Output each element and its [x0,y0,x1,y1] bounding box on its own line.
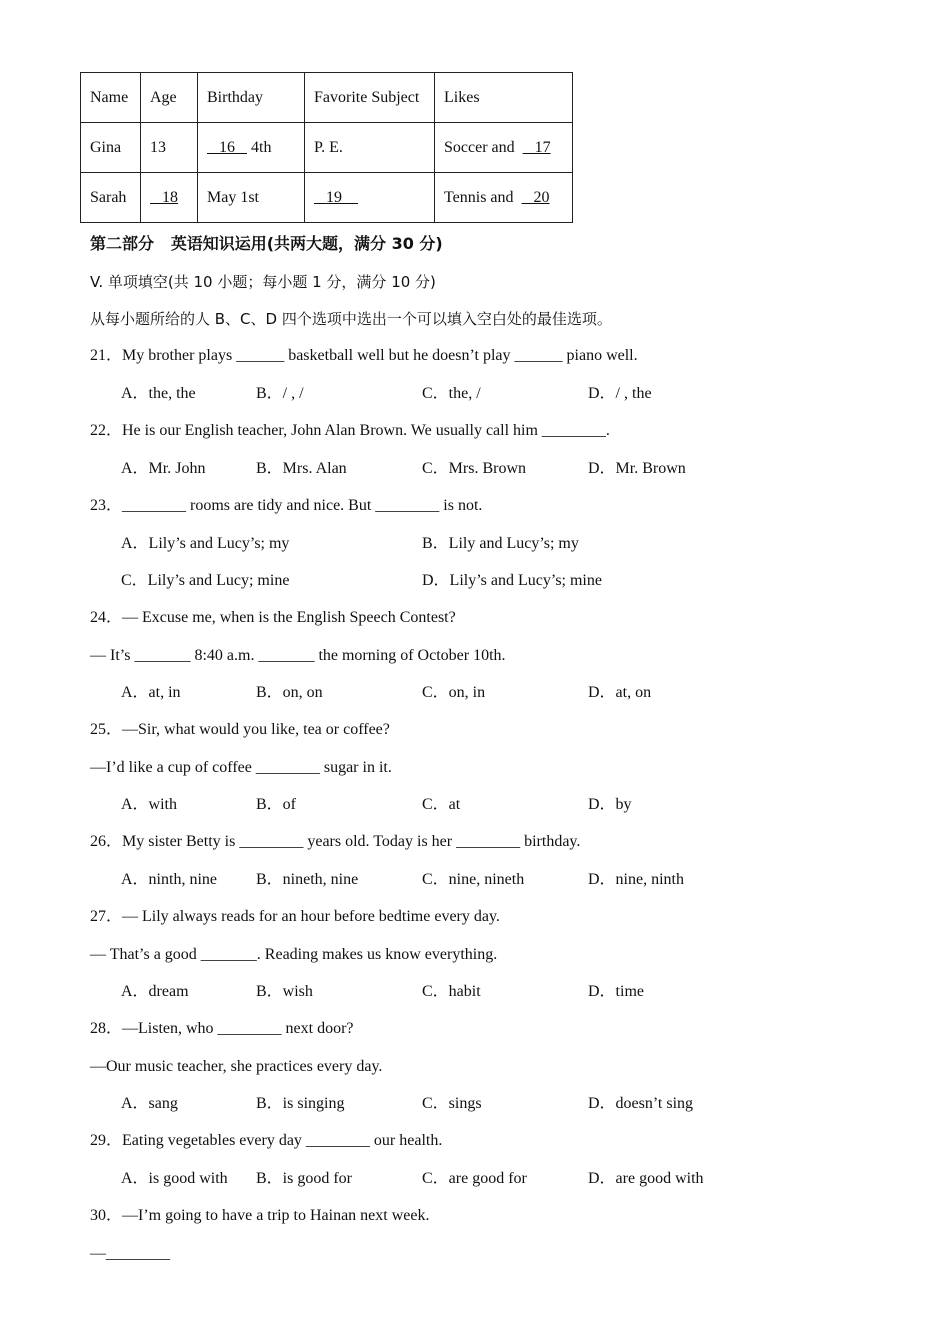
question-28-reply: —Our music teacher, she practices every day. [90,1058,383,1075]
header-name: Name [81,73,141,123]
question-27: 27．— Lily always reads for an hour before bedtime every day. [90,908,500,925]
option-25-a: A．with [121,796,178,813]
instruction-text: 从每小题所给的人 B、C、D 四个选项中选出一个可以填入空白处的最佳选项。 [90,310,612,328]
option-29-d: D．are good with [588,1170,704,1187]
option-25-b: B．of [256,796,297,813]
option-27-d: D．time [588,983,644,1000]
cell-birthday [198,123,305,173]
question-29: 29．Eating vegetables every day ________ our health. [90,1132,443,1149]
cell-subject: P. E. [305,123,435,173]
option-21-a: A．the, the [121,385,196,402]
likes-prefix: Tennis and [444,188,522,206]
option-27-c: C．habit [422,983,481,1000]
option-22-b: B．Mrs. Alan [256,460,347,477]
option-26-d: D．nine, ninth [588,871,684,888]
option-26-a: A．ninth, nine [121,871,217,888]
option-26-c: C．nine, nineth [422,871,525,888]
option-28-a: A．sang [121,1095,178,1112]
option-29-c: C．are good for [422,1170,527,1187]
option-27-b: B．wish [256,983,313,1000]
option-25-d: D．by [588,796,632,813]
option-22-d: D．Mr. Brown [588,460,686,477]
option-26-b: B．nineth, nine [256,871,359,888]
option-23-c: C．Lily’s and Lucy; mine [121,572,290,589]
question-26: 26．My sister Betty is ________ years old. Today is her ________ birthday. [90,833,581,850]
header-age: Age [141,73,198,123]
cell-likes [435,173,573,223]
option-29-a: A．is good with [121,1170,228,1187]
question-28: 28．—Listen, who ________ next door? [90,1020,354,1037]
option-25-c: C．at [422,796,461,813]
option-22-c: C．Mrs. Brown [422,460,527,477]
question-30-reply: —________ [90,1245,170,1262]
option-24-b: B．on, on [256,684,323,701]
cell-age [141,173,198,223]
cell-name: Sarah [81,173,141,223]
question-22: 22．He is our English teacher, John Alan Brown. We usually call him ________. [90,422,610,439]
section-title: V. 单项填空(共 10 小题；每小题 1 分，满分 10 分) [90,273,436,291]
blank-16: 16 [207,138,247,156]
question-21: 21．My brother plays ______ basketball well but he doesn’t play ______ piano well. [90,347,638,364]
option-27-a: A．dream [121,983,189,1000]
cell-likes [435,123,573,173]
part-title: 第二部分 英语知识运用(共两大题，满分 30 分) [90,234,443,253]
student-info-table [80,72,573,223]
question-23: 23．________ rooms are tidy and nice. But ________ is not. [90,497,483,514]
option-24-c: C．on, in [422,684,486,701]
table-row [81,123,573,173]
option-24-a: A．at, in [121,684,181,701]
option-28-c: C．sings [422,1095,482,1112]
cell-name: Gina [81,123,141,173]
blank-17: 17 [522,138,551,156]
question-24: 24．— Excuse me, when is the English Speech Contest? [90,609,456,626]
table-row [81,173,573,223]
option-23-b: B．Lily and Lucy’s; my [422,535,579,552]
option-23-d: D．Lily’s and Lucy’s; mine [422,572,602,589]
cell-age: 13 [141,123,198,173]
header-birthday: Birthday [198,73,305,123]
likes-prefix: Soccer and [444,138,523,156]
cell-birthday: May 1st [198,173,305,223]
cell-subject [305,173,435,223]
header-likes: Likes [435,73,573,123]
question-30: 30．—I’m going to have a trip to Hainan next week. [90,1207,430,1224]
table-header-row [81,73,573,123]
option-21-b: B．/ , / [256,385,304,402]
question-25: 25．—Sir, what would you like, tea or coffee? [90,721,390,738]
option-24-d: D．at, on [588,684,652,701]
blank-18: 18 [150,188,178,206]
question-25-reply: —I’d like a cup of coffee ________ sugar in it. [90,759,392,776]
option-28-b: B．is singing [256,1095,345,1112]
header-favorite-subject: Favorite Subject [305,73,435,123]
option-22-a: A．Mr. John [121,460,206,477]
blank-19: 19 [314,188,358,206]
option-28-d: D．doesn’t sing [588,1095,694,1112]
question-24-reply: — It’s _______ 8:40 a.m. _______ the morning of October 10th. [90,647,506,664]
option-21-c: C．the, / [422,385,481,402]
option-29-b: B．is good for [256,1170,353,1187]
question-27-reply: — That’s a good _______. Reading makes us know everything. [90,946,498,963]
birthday-suffix: 4th [247,138,272,156]
blank-20: 20 [521,188,550,206]
option-21-d: D．/ , the [588,385,652,402]
option-23-a: A．Lily’s and Lucy’s; my [121,535,290,552]
